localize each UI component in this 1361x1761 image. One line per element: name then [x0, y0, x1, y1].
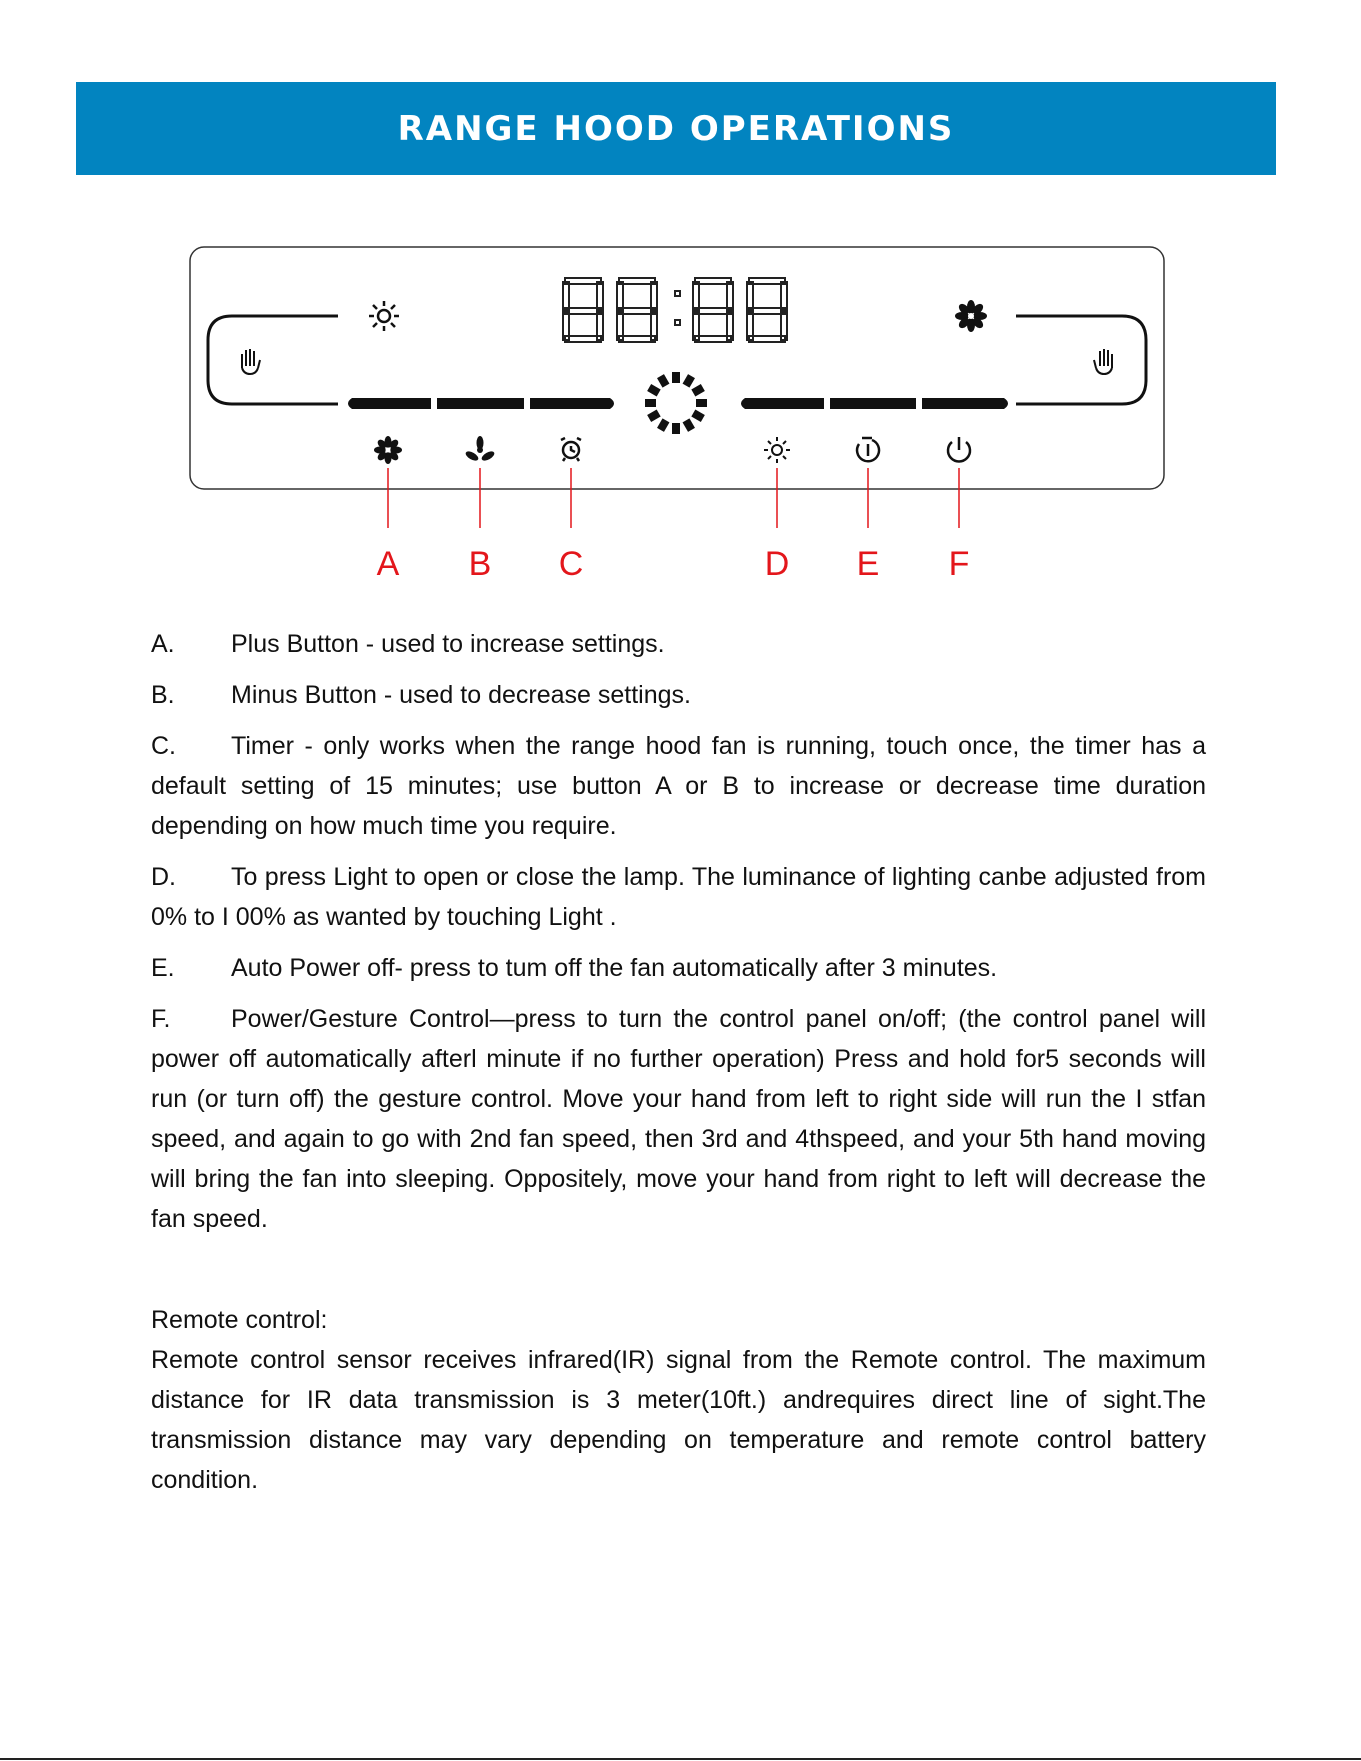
ring-segment: [647, 384, 661, 396]
light-indicator-icon: [369, 301, 399, 331]
remote-control-text: Remote control sensor receives infrared(IR) signal from the Remote control. The maximum distance for IR data transmission is 3 meter(10ft.) andrequires direct line of sight.The transmission distance may vary depending on temperature and remote control battery condition.: [151, 1346, 1206, 1494]
right-gesture-bracket: [1016, 316, 1146, 404]
ring-segment: [696, 399, 707, 407]
ring-segment: [672, 423, 680, 434]
ring-segment: [645, 399, 656, 407]
alarm-clock-icon: [561, 438, 581, 461]
timer-icon: [857, 438, 879, 461]
item-a: [151, 624, 1206, 664]
item-label: D.: [151, 863, 176, 891]
bottom-rule: [0, 1758, 1361, 1760]
item-label: A.: [151, 630, 175, 658]
item-d: [151, 857, 1206, 937]
item-label: F.: [151, 1005, 171, 1033]
callout-letter-d: D: [764, 545, 790, 583]
item-text: Power/Gesture Control—press to turn the control panel on/off; (the control panel will power off automatically afterl minute if no further operation) Press and hold for5 seconds will run (or turn off) the gesture control. Move your hand from left to right side will run the I stfan speed, and again to go with 2nd fan speed, then 3rd and 4thspeed, and your 5th hand moving will bring the fan into sleeping. Oppositely, move your hand from right to left will decrease the fan speed.: [151, 1005, 1206, 1233]
callout-letter-e: E: [856, 545, 880, 583]
callout-letter-b: B: [468, 545, 492, 583]
remote-control-heading: Remote control:: [151, 1306, 328, 1334]
level-bars: [348, 398, 1008, 409]
item-label: C.: [151, 732, 176, 760]
ring-segment: [647, 410, 661, 422]
callout-lines: [388, 468, 959, 528]
control-panel-outline: [190, 247, 1164, 489]
ring-segment: [683, 418, 695, 432]
plus-fan-icon: [374, 436, 402, 464]
item-text: Auto Power off- press to tum off the fan automatically after 3 minutes.: [231, 954, 998, 982]
item-c: [151, 726, 1206, 846]
page-title: RANGE HOOD OPERATIONS: [397, 108, 955, 149]
item-text: Timer - only works when the range hood fan is running, touch once, the timer has a default setting of 15 minutes; use button A or B to increase or decrease time duration depending on how much time you require.: [151, 732, 1206, 840]
ring-segment: [691, 384, 705, 396]
item-b: [151, 675, 1206, 715]
power-icon: [948, 437, 970, 461]
callout-letter-f: F: [948, 545, 970, 583]
item-text: Plus Button - used to increase settings.: [231, 630, 665, 658]
ring-segment: [657, 374, 669, 388]
ring-segment: [672, 372, 680, 383]
ring-segment: [691, 410, 705, 422]
item-text: To press Light to open or close the lamp. The luminance of lighting canbe adjusted from 0% to I 00% as wanted by touching Light .: [151, 863, 1206, 931]
item-text: Minus Button - used to decrease settings.: [231, 681, 691, 709]
right-hand-icon: [1094, 349, 1112, 374]
left-gesture-bracket: [208, 316, 338, 404]
ring-segment: [657, 418, 669, 432]
speed-ring-indicator: [645, 372, 707, 434]
item-label: B.: [151, 681, 175, 709]
digital-display: [563, 278, 787, 342]
left-hand-icon: [242, 349, 260, 374]
item-label: E.: [151, 954, 175, 982]
callout-letter-c: C: [558, 545, 584, 583]
control-panel-diagram: [0, 0, 1361, 620]
callout-letter-a: A: [376, 545, 400, 583]
fan-indicator-icon: [955, 300, 987, 332]
ring-segment: [683, 374, 695, 388]
light-icon: [764, 437, 790, 463]
item-f: [151, 999, 1206, 1239]
item-e: [151, 948, 1206, 988]
minus-fan-icon: [464, 436, 496, 463]
